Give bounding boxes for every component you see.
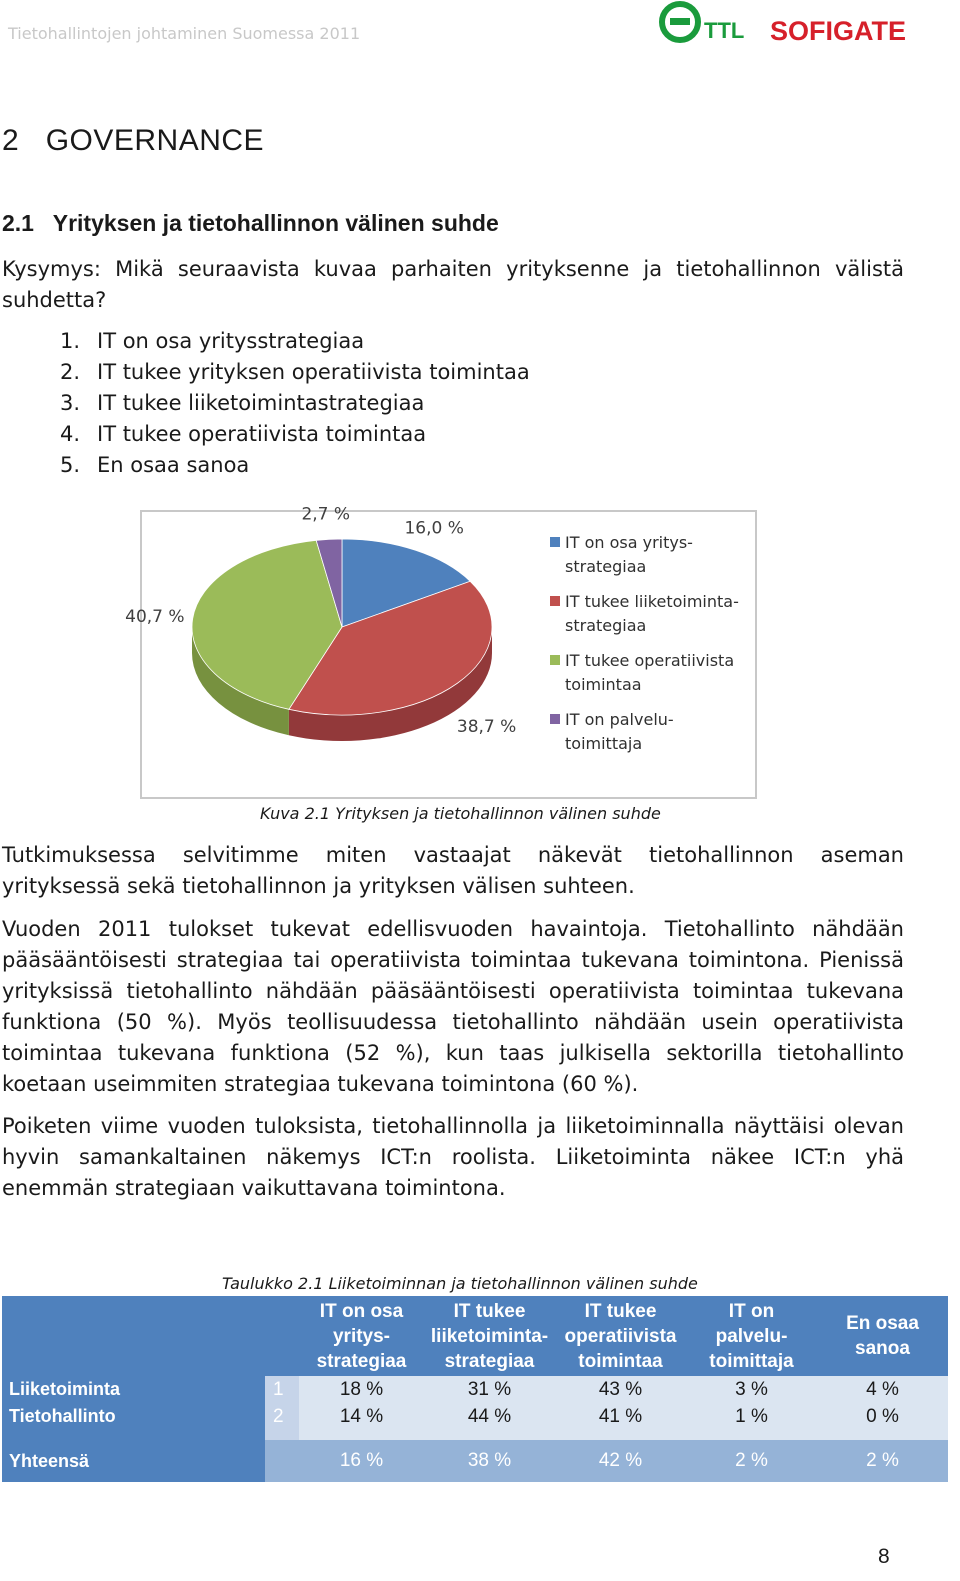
list-item: 1. IT on osa yritysstrategiaa [60,329,365,353]
table-row [2,1376,948,1403]
legend-label: IT tukee liiketoiminta- [565,592,739,611]
paragraph-3: Poiketen viime vuoden tuloksista, tietohallinnolla ja liiketoiminnalla näyttäisi olevan hyvin samankaltainen näkemys ICT:n roolista. Liiketoiminta näkee ICT:n yhä enemmän strategiaan vaikuttavana toimintona. [2,1114,904,1200]
total-cell: 2 % [817,1440,948,1482]
total-cell: 2 % [686,1440,817,1482]
legend-swatch [550,714,560,724]
total-cell: 38 % [424,1440,555,1482]
table-header-cell: IT tukee operatiivista toimintaa [555,1296,686,1376]
row-number: 1 [265,1376,299,1403]
pie-data-label: 16,0 % [404,518,464,539]
table-header-row [2,1296,948,1376]
legend-label: IT tukee operatiivista [565,651,735,670]
table-cell: 18 % [299,1376,424,1403]
paragraph-2: Vuoden 2011 tulokset tukevat edellisvuoden havaintoja. Tietohallinto nähdään pääsääntöisesti strategiaa tai operatiivista toimintaa tukevana toimintona. Pienissä yrityksissä tietohallinto nähdään pääsääntöisesti operatiivista toimintaa tukevana funktiona (50 %). Myös teollisuudessa tietohallinto nähdään usein operatiivista toimintaa tukevana funktiona (52 %), kun taas julkisella sektorilla tietohallinto koetaan useimmiten strategiaa tukevana toimintona (60 %). [2,917,904,1096]
table-header-cell: IT tukee liiketoiminta- strategiaa [424,1296,555,1376]
legend-label: strategiaa [565,557,647,576]
table-header-cell: En osaa sanoa [817,1296,948,1376]
list-item: 5. En osaa sanoa [60,453,250,477]
survey-question: Kysymys: Mikä seuraavista kuvaa parhaiten yrityksenne ja tietohallinnon välistä suhdetta? [2,257,904,312]
paragraph-1: Tutkimuksessa selvitimme miten vastaajat näkevät tietohallinnon aseman yrityksessä sekä tietohallinnon ja yrityksen välisen suhteen. [2,843,904,898]
table-cell: 14 % [299,1403,424,1430]
table-caption: Taulukko 2.1 Liiketoiminnan ja tietohallinnon välinen suhde [222,1274,698,1293]
table-cell: 41 % [555,1403,686,1430]
section-subheading: 2.1 Yrityksen ja tietohallinnon välinen suhde [2,210,499,236]
document-header-title: Tietohallintojen johtaminen Suomessa 2011 [8,24,361,43]
table-spacer-row [2,1430,948,1440]
table-cell: 4 % [817,1376,948,1403]
legend-label: strategiaa [565,616,647,635]
legend-label: IT on osa yritys- [565,533,693,552]
legend-label: toimintaa [565,675,642,694]
table-total-row [2,1440,948,1482]
pie-data-label: 40,7 % [125,607,185,628]
total-label: Yhteensä [2,1440,265,1482]
table-row [2,1403,948,1430]
list-item: 3. IT tukee liiketoimintastrategiaa [60,391,425,415]
legend-swatch [550,655,560,665]
row-number: 2 [265,1403,299,1430]
sofigate-logo: SOFIGATE [770,16,907,46]
list-item: 4. IT tukee operatiivista toimintaa [60,422,427,446]
row-label: Liiketoiminta [2,1376,265,1403]
table-header-cell: IT on palvelu- toimittaja [686,1296,817,1376]
ttl-logo-text: TTL [704,18,745,43]
figure-caption: Kuva 2.1 Yrityksen ja tietohallinnon välinen suhde [260,804,661,823]
legend-label: IT on palvelu- [565,710,674,729]
pie-chart [125,504,755,797]
total-cell: 42 % [555,1440,686,1482]
table-header-empty [2,1296,265,1376]
legend-swatch [550,596,560,606]
legend-swatch [550,537,560,547]
table-cell: 44 % [424,1403,555,1430]
table-cell: 43 % [555,1376,686,1403]
section-heading: 2 GOVERNANCE [2,124,265,157]
row-label: Tietohallinto [2,1403,265,1430]
legend-label: toimittaja [565,734,643,753]
table-header-empty [265,1296,299,1376]
table-header-cell: IT on osa yritys- strategiaa [299,1296,424,1376]
list-item: 2. IT tukee yrityksen operatiivista toimintaa [60,360,530,384]
total-cell: 16 % [299,1440,424,1482]
table-cell: 0 % [817,1403,948,1430]
pie-data-label: 2,7 % [301,504,351,525]
pie-data-label: 38,7 % [456,716,517,737]
pie-chart-frame [125,504,757,799]
table-cell: 1 % [686,1403,817,1430]
table-cell: 3 % [686,1376,817,1403]
total-number-empty [265,1440,299,1482]
header-logos [658,0,948,50]
answer-options-list [60,326,530,481]
results-table [2,1296,948,1482]
page-number: 8 [878,1545,890,1568]
ttl-logo [662,4,744,43]
table-cell: 31 % [424,1376,555,1403]
